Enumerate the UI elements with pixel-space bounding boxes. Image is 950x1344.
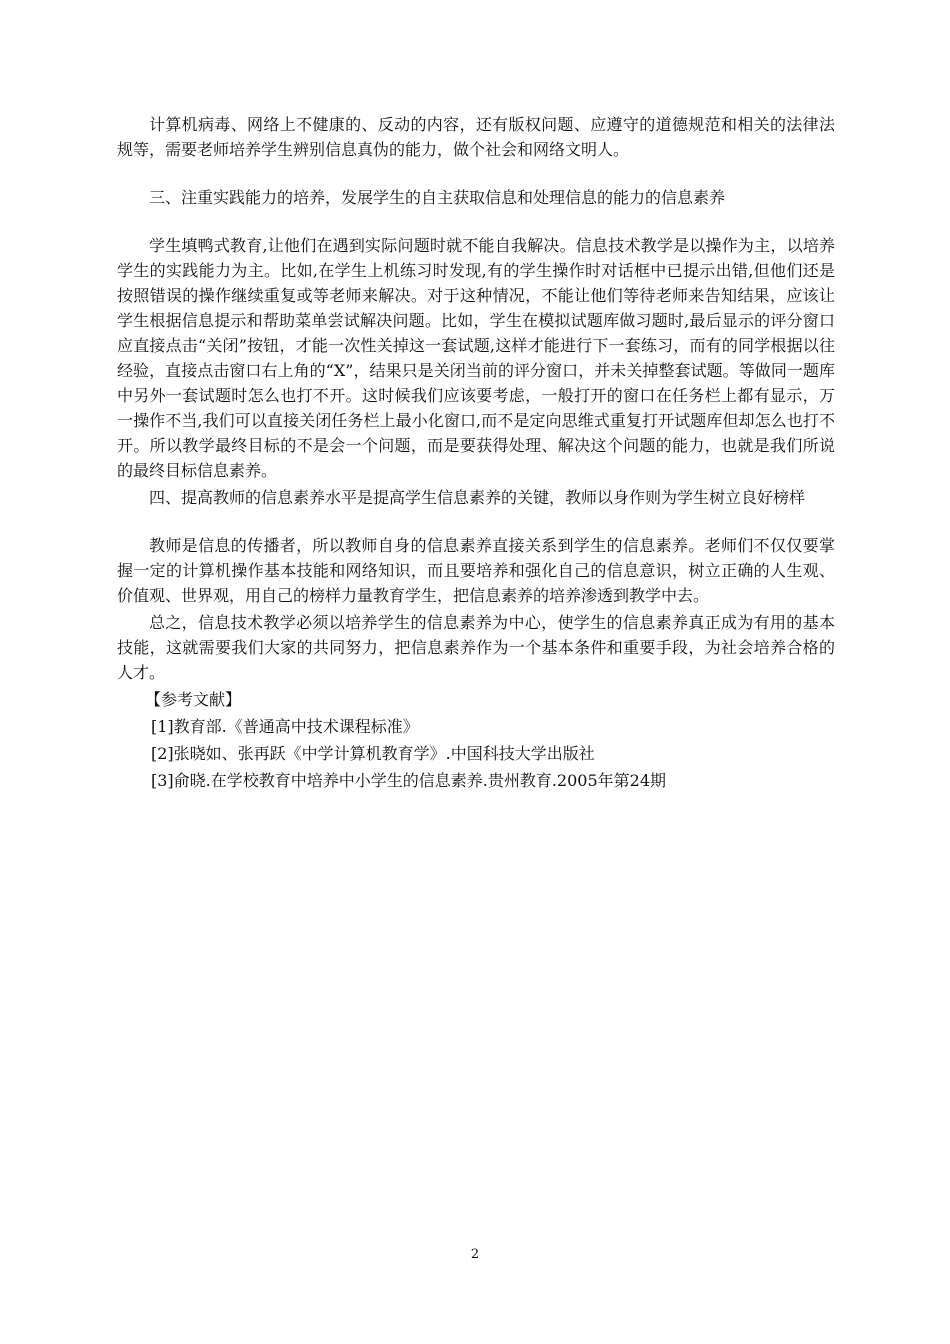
paragraph-conclusion: 总之，信息技术教学必须以培养学生的信息素养为中心，使学生的信息素养真正成为有用的基本技能，这就需要我们大家的共同努力，把信息素养作为一个基本条件和重要手段，为社会培养合格的人才。 bbox=[117, 613, 835, 682]
paragraph-teacher: 教师是信息的传播者，所以教师自身的信息素养直接关系到学生的信息素养。老师们不仅仅要掌握一定的计算机操作基本技能和网络知识，而且要培养和强化自己的信息意识，树立正确的人生观、价值观、世界观，用自己的榜样力量教育学生，把信息素养的培养渗透到教学中去。 bbox=[117, 536, 835, 605]
references-heading: 【参考文献】 bbox=[145, 690, 242, 709]
paragraph-practice: 学生填鸭式教育,让他们在遇到实际问题时就不能自我解决。信息技术教学是以操作为主，以培养学生的实践能力为主。比如,在学生上机练习时发现,有的学生操作时对话框中已提示出错,但他们还是按照错误的操作继续重复或等老师来解决。对于这种情况，不能让他们等待老师来告知结果，应该让学生根据信息提示和帮助菜单尝试解决问题。比如，学生在模拟试题库做习题时,最后显示的评分窗口应直接点击“关闭”按钮，才能一次性关掉这一套试题,这样才能进行下一套练习，而有的同学根据以往经验，直接点击窗口右上角的“X”，结果只是关闭当前的评分窗口，并未关掉整套试题。等做同一题库中另外一套试题时怎么也打不开。这时候我们应该要考虑，一般打开的窗口在任务栏上都有显示，万一操作不当,我们可以直接关闭任务栏上最小化窗口,而不是定向思维式重复打开试题库但却怎么也打不开。所以教学最终目标的不是会一个问题，而是要获得处理、解决这个问题的能力，也就是我们所说的最终目标信息素养。 bbox=[117, 236, 835, 480]
reference-item: [1]教育部.《普通高中技术课程标准》 bbox=[151, 717, 419, 736]
section-heading-teacher: 四、提高教师的信息素养水平是提高学生信息素养的关键，教师以身作则为学生树立良好榜样 bbox=[149, 488, 806, 507]
page-body bbox=[117, 112, 835, 795]
paragraph-ethics: 计算机病毒、网络上不健康的、反动的内容，还有版权问题、应遵守的道德规范和相关的法律法规等，需要老师培养学生辨别信息真伪的能力，做个社会和网络文明人。 bbox=[117, 115, 835, 159]
section-heading-practice: 三、注重实践能力的培养，发展学生的自主获取信息和处理信息的能力的信息素养 bbox=[149, 188, 726, 207]
reference-item: [3]俞晓.在学校教育中培养中小学生的信息素养.贵州教育.2005年第24期 bbox=[151, 771, 667, 790]
reference-item: [2]张晓如、张再跃《中学计算机教育学》.中国科技大学出版社 bbox=[151, 744, 595, 763]
page-number: 2 bbox=[470, 1247, 480, 1262]
